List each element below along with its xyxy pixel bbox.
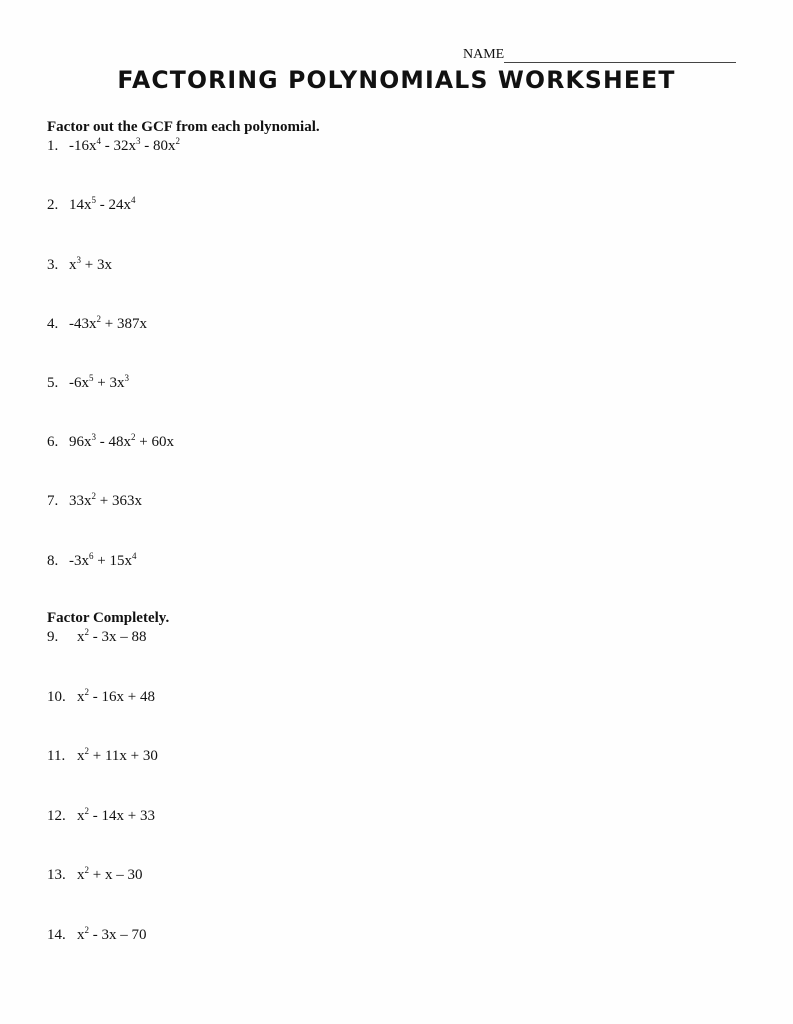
problem-item	[47, 551, 137, 570]
term: 33x	[69, 493, 92, 509]
term: - 80x	[140, 138, 176, 154]
term: -43x	[69, 316, 97, 332]
term: x	[77, 808, 85, 824]
problem-number: 6.	[47, 434, 59, 450]
exponent: 5	[89, 373, 94, 383]
section-heading-factor-completely: Factor Completely.	[47, 610, 170, 626]
problem-item	[47, 806, 155, 825]
problem-item	[47, 314, 147, 333]
term: - 3x – 70	[89, 927, 147, 943]
problem-item	[47, 746, 158, 765]
term: - 24x	[96, 197, 131, 213]
exponent: 2	[91, 491, 96, 501]
problem-number: 2.	[47, 197, 59, 213]
problem-item	[47, 373, 129, 392]
problem-number: 1.	[47, 138, 59, 154]
term: 14x	[69, 197, 92, 213]
problem-expression	[69, 138, 180, 155]
problem-expression	[69, 493, 142, 510]
problem-number: 9.	[47, 629, 59, 645]
term: + 3x	[93, 375, 125, 391]
section-heading-gcf: Factor out the GCF from each polynomial.	[47, 119, 320, 135]
term: + 363x	[96, 493, 142, 509]
exponent: 2	[131, 432, 136, 442]
problem-item	[47, 627, 147, 646]
exponent: 4	[131, 195, 136, 205]
problem-number: 13.	[47, 867, 66, 883]
problem-number: 7.	[47, 493, 59, 509]
name-field[interactable]	[463, 47, 736, 63]
problem-number: 8.	[47, 553, 59, 569]
exponent: 3	[91, 432, 96, 442]
problem-expression	[77, 867, 142, 884]
term: x	[77, 867, 85, 883]
problem-expression	[77, 808, 155, 825]
problem-expression	[69, 316, 147, 333]
term: - 32x	[101, 138, 136, 154]
exponent: 4	[131, 551, 137, 561]
term: + x – 30	[89, 867, 143, 883]
exponent: 2	[84, 627, 89, 637]
problem-number: 14.	[47, 927, 66, 943]
problem-number: 4.	[47, 316, 59, 332]
exponent: 6	[89, 551, 94, 561]
problem-item	[47, 865, 143, 884]
term: + 60x	[135, 434, 174, 450]
problem-item	[47, 195, 136, 214]
term: x	[77, 748, 85, 764]
exponent: 3	[76, 255, 81, 265]
exponent: 3	[136, 136, 141, 146]
exponent: 2	[96, 314, 101, 324]
problem-expression	[69, 375, 129, 392]
exponent: 3	[124, 373, 129, 383]
problem-expression	[77, 629, 147, 646]
name-label: NAME	[463, 47, 505, 62]
problem-expression	[69, 197, 136, 214]
problem-number: 11.	[47, 748, 66, 764]
problem-expression	[69, 553, 136, 570]
problem-expression	[69, 257, 112, 274]
problem-number: 10.	[47, 689, 66, 705]
term: - 48x	[96, 434, 131, 450]
problem-expression	[69, 434, 174, 451]
term: - 3x – 88	[89, 629, 147, 645]
problem-number: 5.	[47, 375, 59, 391]
exponent: 4	[96, 136, 101, 146]
term: -3x	[69, 553, 89, 569]
problem-item	[47, 136, 180, 155]
exponent: 2	[175, 136, 180, 146]
term: + 3x	[81, 257, 112, 273]
term: - 16x + 48	[89, 689, 155, 705]
problem-expression	[77, 927, 147, 944]
term: -16x	[69, 138, 97, 154]
term: + 387x	[101, 316, 147, 332]
problem-item	[47, 255, 112, 274]
exponent: 2	[84, 925, 89, 935]
problem-expression	[77, 689, 155, 706]
term: 96x	[69, 434, 92, 450]
term: + 11x + 30	[89, 748, 158, 764]
problem-item	[47, 491, 142, 510]
term: x	[77, 689, 85, 705]
problem-number: 3.	[47, 257, 59, 273]
term: x	[69, 257, 77, 273]
problem-expression	[77, 748, 158, 765]
exponent: 2	[84, 687, 89, 697]
term: x	[77, 629, 85, 645]
exponent: 2	[84, 806, 89, 816]
exponent: 2	[84, 865, 89, 875]
term: -6x	[69, 375, 89, 391]
name-blank-line[interactable]	[504, 48, 736, 63]
term: + 15x	[93, 553, 132, 569]
page-title: FACTORING POLYNOMIALS WORKSHEET	[117, 66, 676, 94]
problem-number: 12.	[47, 808, 66, 824]
problem-item	[47, 432, 174, 451]
exponent: 2	[84, 746, 89, 756]
problem-item	[47, 925, 147, 944]
term: - 14x + 33	[89, 808, 155, 824]
exponent: 5	[91, 195, 96, 205]
term: x	[77, 927, 85, 943]
problem-item	[47, 687, 155, 706]
